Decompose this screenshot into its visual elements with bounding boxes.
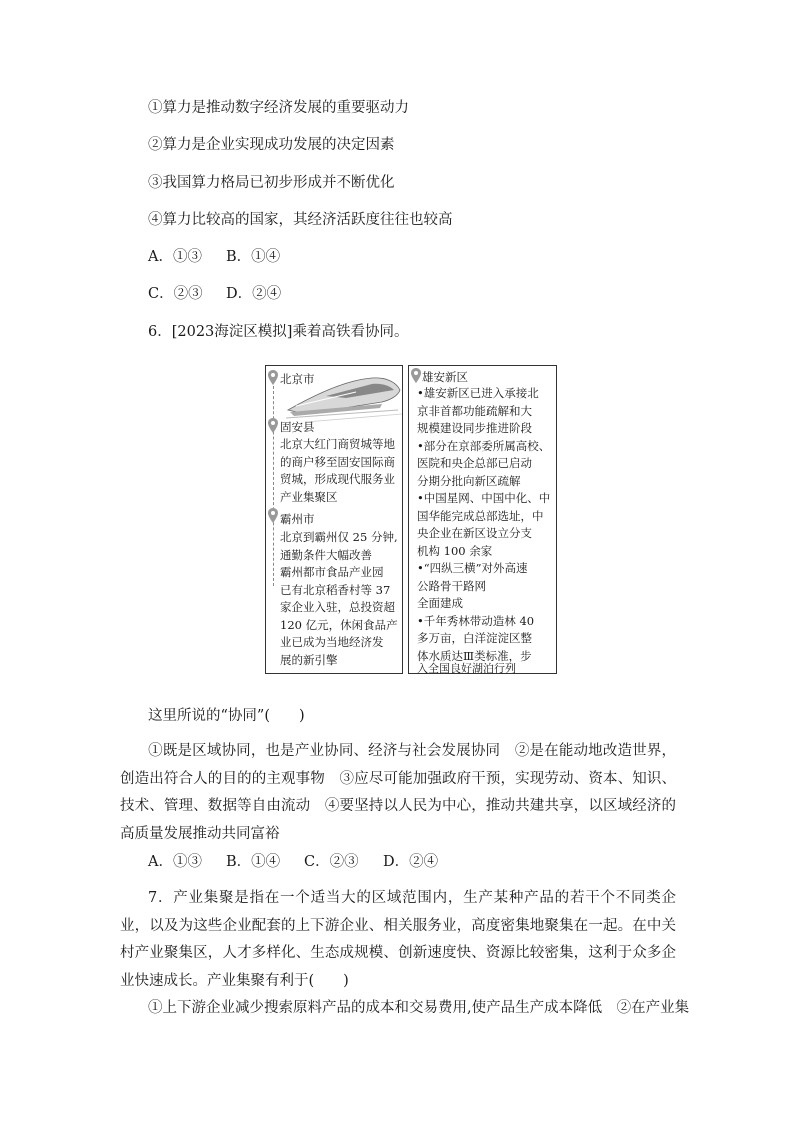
xiongan-line: 医院和央企总部已启动 bbox=[417, 456, 532, 470]
guan-line-4: 产业集聚区 bbox=[280, 489, 338, 504]
q5-option-1: ①算力是推动数字经济发展的重要驱动力 bbox=[148, 100, 409, 116]
q6-options-text: ①既是区域协同，也是产业协同、经济与社会发展协同 ②是在能动地改造世界，创造出符合人的目的的主观事物 ③应尽可能加强政府干预，实现劳动、资本、知识、技术、管理、数据等自由流动 ④要坚持以人民为中心，推动共建共享，以区域经济的高质量发展推动共同富裕 bbox=[120, 743, 676, 842]
q5-answer-a: A．①③ bbox=[148, 249, 202, 265]
xiongan-line: 公路骨干路网 bbox=[417, 578, 486, 593]
bazhou-line-4: 已有北京稻香村等 37 bbox=[280, 582, 391, 597]
location-pin-icon bbox=[268, 370, 278, 385]
guan-line-3: 贸城，形成现代服务业 bbox=[280, 472, 395, 486]
xiongan-line: •“四纵三横”对外高速 bbox=[417, 561, 528, 575]
bazhou-line-1: 北京到霸州仅 25 分钟, bbox=[280, 530, 398, 544]
city-bazhou: 霸州市 bbox=[280, 512, 315, 526]
xiongan-line: •千年秀林带动造林 40 bbox=[417, 613, 535, 628]
city-guan: 固安县 bbox=[280, 420, 315, 434]
guan-line-2: 的商户移至固安国际商 bbox=[280, 454, 395, 469]
xiongan-title: 雄安新区 bbox=[422, 370, 468, 384]
q5-option-2: ②算力是企业实现成功发展的决定因素 bbox=[148, 137, 395, 153]
q7-stem-paragraph bbox=[120, 885, 676, 995]
route-line bbox=[273, 386, 274, 586]
xiongan-line: 规模建设同步推进阶段 bbox=[417, 421, 532, 435]
high-speed-train-icon bbox=[286, 366, 402, 426]
q6-answer-a: A．①③ bbox=[148, 854, 202, 870]
q6-stem: 6．[2023海淀区模拟]乘着高铁看协同。 bbox=[148, 324, 409, 340]
bazhou-line-7: 业已成为当地经济发 bbox=[280, 635, 384, 649]
guan-line-1: 北京大红门商贸城等地 bbox=[280, 437, 395, 451]
xiongan-line: 体水质达Ⅲ类标准，步 bbox=[417, 648, 532, 663]
location-pin-icon bbox=[411, 368, 421, 383]
q5-option-3: ③我国算力格局已初步形成并不断优化 bbox=[148, 175, 395, 191]
q5-answer-d: D．②④ bbox=[226, 286, 282, 302]
q6-answer-c: C．②③ bbox=[304, 854, 359, 870]
xiongan-line: •中国星网、中国中化、中 bbox=[417, 491, 551, 505]
location-pin-icon bbox=[268, 418, 278, 433]
q6-answer-d: D．②④ bbox=[383, 854, 439, 870]
bazhou-line-5: 家企业入驻，总投资超 bbox=[280, 600, 395, 614]
xiongan-line: •雄安新区已进入承接北 bbox=[417, 386, 539, 400]
q7-stem: 7．产业集聚是指在一个适当大的区域范围内，生产某种产品的若干个不同类企业，以及为这些企业配套的上下游企业、相关服务业，高度密集地聚集在一起。在中关村产业聚集区，人才多样化、生态成规模、创新速度快、资源比较密集，这利于众多企业快速成长。产业集聚有利于( ) bbox=[120, 890, 676, 989]
xiongan-line: 全面建成 bbox=[417, 596, 463, 610]
xiongan-line: 入全国良好湖泊行列 bbox=[417, 662, 516, 675]
bazhou-line-3: 霸州都市食品产业园 bbox=[280, 565, 384, 579]
q5-answer-c: C．②③ bbox=[148, 286, 203, 302]
xiongan-line: 央企业在新区设立分支 bbox=[417, 526, 532, 540]
q6-figure bbox=[265, 365, 557, 675]
q5-answer-b: B．①④ bbox=[226, 249, 281, 265]
q6-options-paragraph bbox=[120, 738, 676, 848]
figure-left-panel bbox=[265, 365, 403, 674]
location-pin-icon bbox=[268, 508, 278, 523]
q5-option-4: ④算力比较高的国家，其经济活跃度往往也较高 bbox=[148, 212, 453, 228]
city-beijing: 北京市 bbox=[280, 372, 315, 386]
xiongan-line: •部分在京部委所属高校、 bbox=[417, 438, 551, 453]
xiongan-line: 国华能完成总部选址，中 bbox=[417, 508, 544, 523]
xiongan-line: 多万亩，白洋淀淀区整 bbox=[417, 631, 532, 645]
q6-question: 这里所说的“协同”( ) bbox=[148, 708, 305, 724]
xiongan-line: 分期分批向新区疏解 bbox=[417, 473, 521, 488]
figure-right-panel bbox=[408, 365, 557, 674]
bazhou-line-6: 120 亿元，休闲食品产 bbox=[280, 617, 398, 632]
q6-answer-b: B．①④ bbox=[226, 854, 281, 870]
xiongan-line: 京非首都功能疏解和大 bbox=[417, 403, 532, 418]
bazhou-line-8: 展的新引擎 bbox=[280, 652, 338, 667]
q7-option-line: ①上下游企业减少搜索原料产品的成本和交易费用,使产品生产成本降低 ②在产业集 bbox=[148, 1000, 690, 1016]
xiongan-line: 机构 100 余家 bbox=[417, 543, 493, 558]
bazhou-line-2: 通勤条件大幅改善 bbox=[280, 547, 372, 562]
